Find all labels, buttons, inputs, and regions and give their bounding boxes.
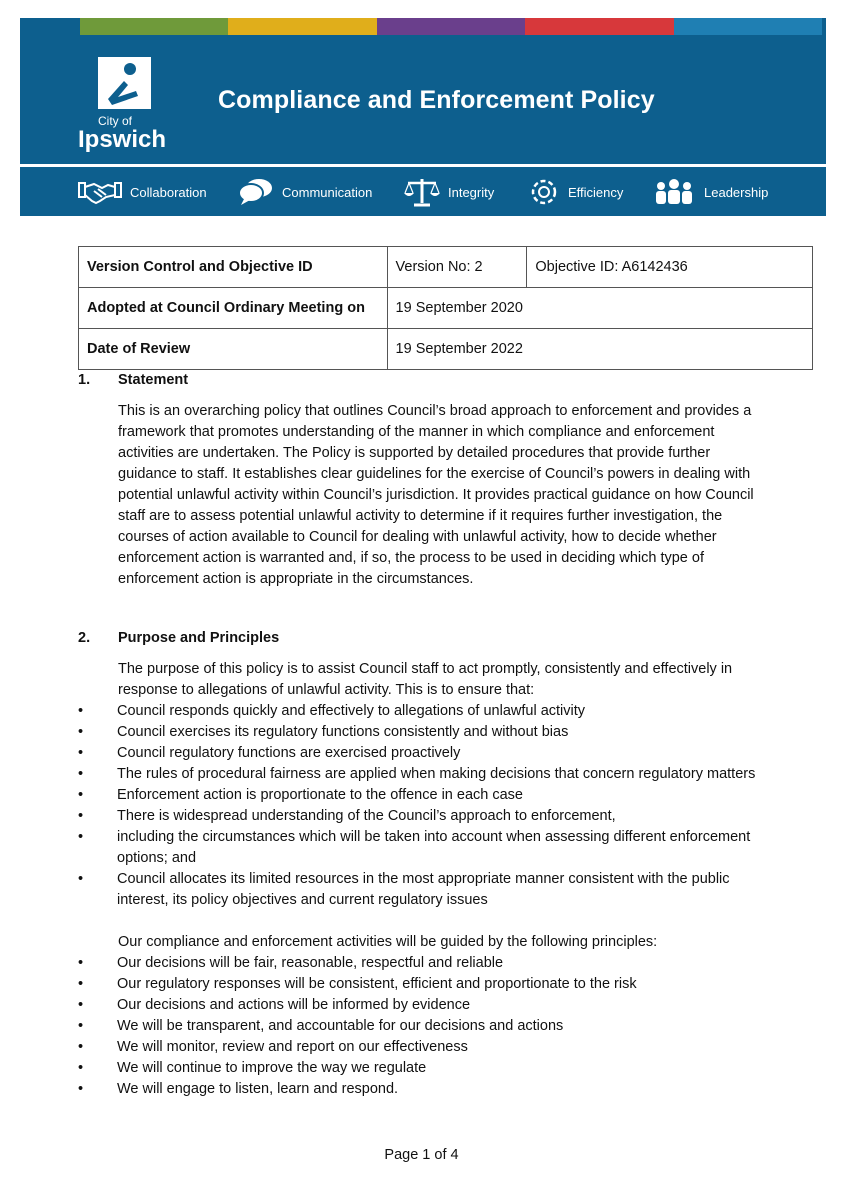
scales-icon [404,177,440,207]
value-label: Integrity [448,184,495,200]
stripe-purple [377,18,525,35]
value-collaboration [78,177,207,207]
list-item: • Enforcement action is proportionate to the offence in each case [78,785,768,806]
stripe-blue [674,18,822,35]
adopted-date: 19 September 2020 [387,288,812,329]
section-body [118,659,768,1100]
section-heading [78,630,279,646]
city-of-ipswich-logo [78,55,173,155]
svg-text:Ipswich: Ipswich [78,126,167,153]
value-integrity [404,177,494,207]
stripe-yellow [228,18,376,35]
handshake-icon [78,179,122,205]
gear-icon [528,176,560,208]
table-label: Date of Review [79,329,388,370]
purpose-list [78,701,768,911]
list-item: • Our decisions will be fair, reasonable, respectful and reliable [78,953,768,974]
page-number: Page 1 of 4 [384,1147,459,1163]
table-row [79,288,813,329]
section-title: Statement [118,372,189,388]
list-item: • Council regulatory functions are exercised proactively [78,743,768,764]
list-item: • The rules of procedural fairness are applied when making decisions that concern regulatory matters [78,764,768,785]
list-item: • Our regulatory responses will be consistent, efficient and proportionate to the risk [78,974,768,995]
list-item: • There is widespread understanding of the Council’s approach to enforcement, [78,806,768,827]
objective-id: Objective ID: A6142436 [527,247,813,288]
stripe-red [525,18,673,35]
value-label: Collaboration [130,184,207,200]
list-item: • Council allocates its limited resources in the most appropriate manner consistent with the public interest, its policy objectives and current regulatory issues [78,869,768,911]
version-number: Version No: 2 [387,247,527,288]
section-heading [78,372,188,388]
review-date: 19 September 2022 [387,329,812,370]
page-title: Compliance and Enforcement Policy [218,86,655,114]
values-bar [20,167,826,216]
value-label: Communication [282,184,373,200]
list-item: • Our decisions and actions will be informed by evidence [78,995,768,1016]
stripe-green [80,18,228,35]
list-item: • We will continue to improve the way we regulate [78,1058,768,1079]
list-item: • We will monitor, review and report on our effectiveness [78,1037,768,1058]
list-item: • We will be transparent, and accountable for our decisions and actions [78,1016,768,1037]
principles-intro: Our compliance and enforcement activities will be guided by the following principles: [118,934,658,950]
section-number: 1. [78,372,91,388]
section-body [118,401,768,590]
value-efficiency [528,177,623,207]
value-label: Efficiency [568,184,624,200]
svg-text:City of: City of [98,114,133,128]
list-item: • Council responds quickly and effectively to allegations of unlawful activity [78,701,768,722]
value-leadership [652,177,768,207]
value-communication [238,177,372,207]
version-control-table [78,246,813,370]
list-item: • Council exercises its regulatory functions consistently and without bias [78,722,768,743]
speech-bubbles-icon [238,178,274,206]
section-number: 2. [78,630,91,646]
table-label: Adopted at Council Ordinary Meeting on [79,288,388,329]
people-icon [652,179,696,205]
table-label: Version Control and Objective ID [79,247,388,288]
section-title: Purpose and Principles [118,630,280,646]
list-item: • We will engage to listen, learn and respond. [78,1079,768,1100]
table-row [79,247,813,288]
value-label: Leadership [704,184,769,200]
statement-paragraph: This is an overarching policy that outlines Council’s broad approach to enforcement and provides a framework that promotes understanding of the manner in which compliance and enforcement activities are undertaken. The Policy is supported by detailed procedures that provide further guidance to staff. It establishes clear guidelines for the exercise of Council’s powers in dealing with potential unlawful activity within Council’s jurisdiction. It provides practical guidance on how Council staff are to assess potential unlawful activity to determine if it requires further investigation, the courses of action available to Council for dealing with unlawful activity, how to decide whether enforcement action is warranted and, if so, the process to be used in deciding which type of enforcement action is appropriate in the circumstances. [118,403,754,587]
table-row [79,329,813,370]
purpose-paragraph: The purpose of this policy is to assist Council staff to act promptly, consistently and effectively in response to allegations of unlawful activity. This is to ensure that: [118,661,733,698]
list-item: • including the circumstances which will be taken into account when assessing different enforcement options; and [78,827,768,869]
color-stripes [80,18,822,35]
principles-list [78,953,768,1100]
